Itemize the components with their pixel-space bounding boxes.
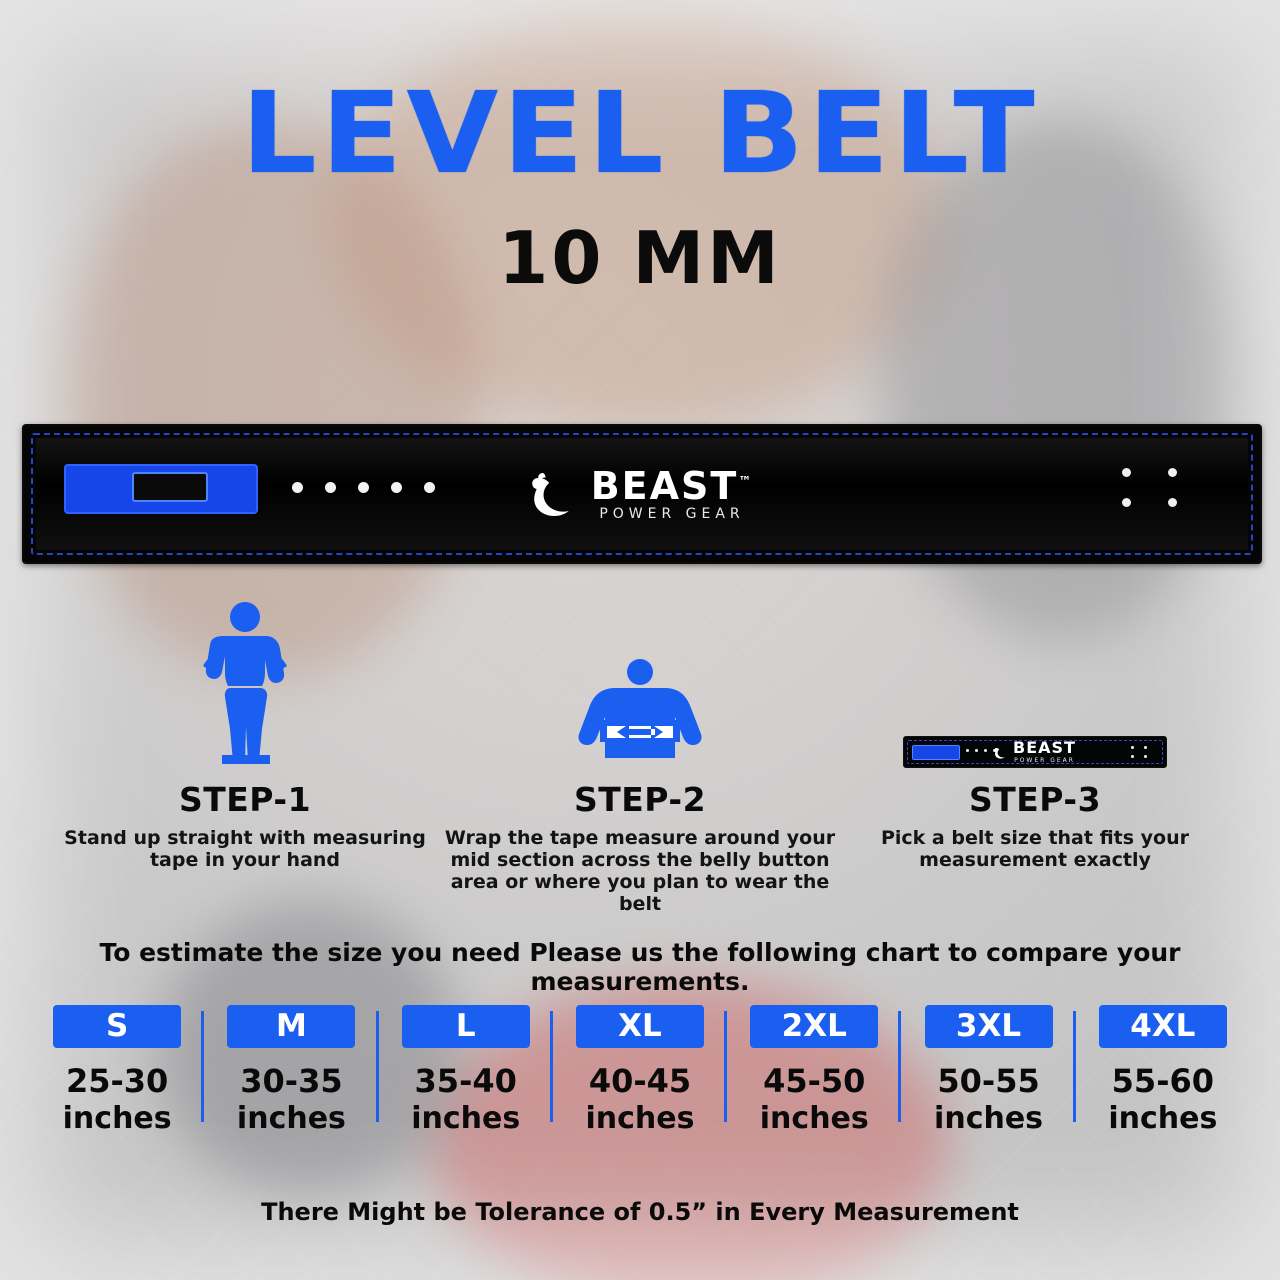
belt-prong-row	[292, 482, 435, 493]
step-2-description: Wrap the tape measure around your mid section across the belly button area or where you plan to wear the belt	[444, 827, 836, 916]
size-unit: inches	[934, 1101, 1044, 1137]
size-unit: inches	[585, 1101, 695, 1137]
step-3-art	[830, 600, 1240, 768]
belt-prong	[391, 482, 402, 493]
step-2-art	[435, 600, 845, 768]
page-title: LEVEL BELT	[241, 69, 1039, 199]
size-unit: inches	[411, 1101, 521, 1137]
size-range: 45-50	[763, 1062, 866, 1100]
size-badge: 2XL	[750, 1005, 878, 1048]
mini-brand-tagline: POWER GEAR	[1014, 757, 1075, 764]
brand-trademark: ™	[738, 474, 754, 490]
size-chart	[30, 1005, 1250, 1136]
size-badge: M	[227, 1005, 355, 1048]
brand-name	[590, 464, 754, 508]
standing-person-icon	[180, 600, 310, 768]
chart-intro-text: To estimate the size you need Please us the following chart to compare your measurements.	[99, 938, 1181, 996]
size-badge: S	[53, 1005, 181, 1048]
belt-icon	[903, 736, 1167, 768]
size-unit: inches	[62, 1101, 172, 1137]
size-range: 35-40	[414, 1062, 517, 1100]
size-column-l	[379, 1005, 553, 1136]
step-3-title: STEP-3	[968, 780, 1102, 819]
step-1-art	[40, 600, 450, 768]
size-range: 30-35	[240, 1062, 343, 1100]
mini-belt-brand-logo	[994, 740, 1076, 764]
belt-product-image	[22, 424, 1262, 564]
tolerance-note: There Might be Tolerance of 0.5” in Every Measurement	[261, 1198, 1019, 1226]
size-column-4xl	[1076, 1005, 1250, 1136]
belt-hole	[1122, 498, 1131, 507]
mini-belt-holes	[1131, 746, 1154, 761]
belt-hole-grid	[1122, 468, 1208, 522]
size-column-3xl	[901, 1005, 1075, 1136]
steps-section	[0, 600, 1280, 916]
page-subtitle: 10 MM	[498, 216, 782, 300]
size-badge: L	[402, 1005, 530, 1048]
brand-tagline: POWER GEAR	[599, 506, 745, 522]
mini-belt-hole	[1144, 746, 1147, 749]
brand-name-text: BEAST	[590, 464, 739, 508]
bear-head-icon	[994, 746, 1008, 759]
step-2	[435, 600, 845, 915]
size-unit: inches	[236, 1101, 346, 1137]
measuring-waist-icon	[555, 658, 725, 768]
size-range: 55-60	[1111, 1062, 1214, 1100]
mini-brand-name: BEAST	[1013, 738, 1076, 757]
size-badge: 4XL	[1099, 1005, 1227, 1048]
mini-belt-hole	[1144, 755, 1147, 758]
belt-prong	[325, 482, 336, 493]
belt-hole	[1168, 498, 1177, 507]
mini-belt-prongs	[966, 749, 996, 752]
mini-brand-text	[1013, 740, 1076, 764]
mini-belt-buckle	[912, 745, 960, 760]
size-range: 40-45	[588, 1062, 692, 1100]
size-column-m	[204, 1005, 378, 1136]
mini-belt-hole	[1131, 746, 1134, 749]
mini-belt-prong	[984, 749, 987, 752]
size-range: 50-55	[937, 1062, 1040, 1100]
step-1-title: STEP-1	[178, 780, 312, 819]
size-column-xl	[553, 1005, 727, 1136]
belt-hole	[1122, 468, 1131, 477]
belt-face	[36, 438, 1248, 550]
mini-belt-hole	[1131, 755, 1134, 758]
step-2-title: STEP-2	[573, 780, 707, 819]
belt-hole	[1168, 468, 1177, 477]
step-3	[830, 600, 1240, 871]
belt-buckle-slot	[132, 472, 208, 502]
size-range: 25-30	[65, 1062, 169, 1100]
step-1-description: Stand up straight with measuring tape in your hand	[64, 827, 426, 872]
mini-belt-prong	[966, 749, 969, 752]
size-column-2xl	[727, 1005, 901, 1136]
step-1	[40, 600, 450, 871]
size-column-s	[30, 1005, 204, 1136]
size-badge: XL	[576, 1005, 704, 1048]
belt-prong	[358, 482, 369, 493]
size-unit: inches	[759, 1101, 869, 1137]
size-badge: 3XL	[925, 1005, 1053, 1048]
belt-brand-text	[590, 464, 754, 522]
belt-brand-logo	[531, 464, 754, 522]
mini-belt-prong	[975, 749, 978, 752]
belt-prong	[424, 482, 435, 493]
belt-prong	[292, 482, 303, 493]
step-3-description: Pick a belt size that fits your measurement exactly	[880, 827, 1190, 872]
bear-head-icon	[531, 471, 581, 517]
size-unit: inches	[1108, 1101, 1218, 1137]
